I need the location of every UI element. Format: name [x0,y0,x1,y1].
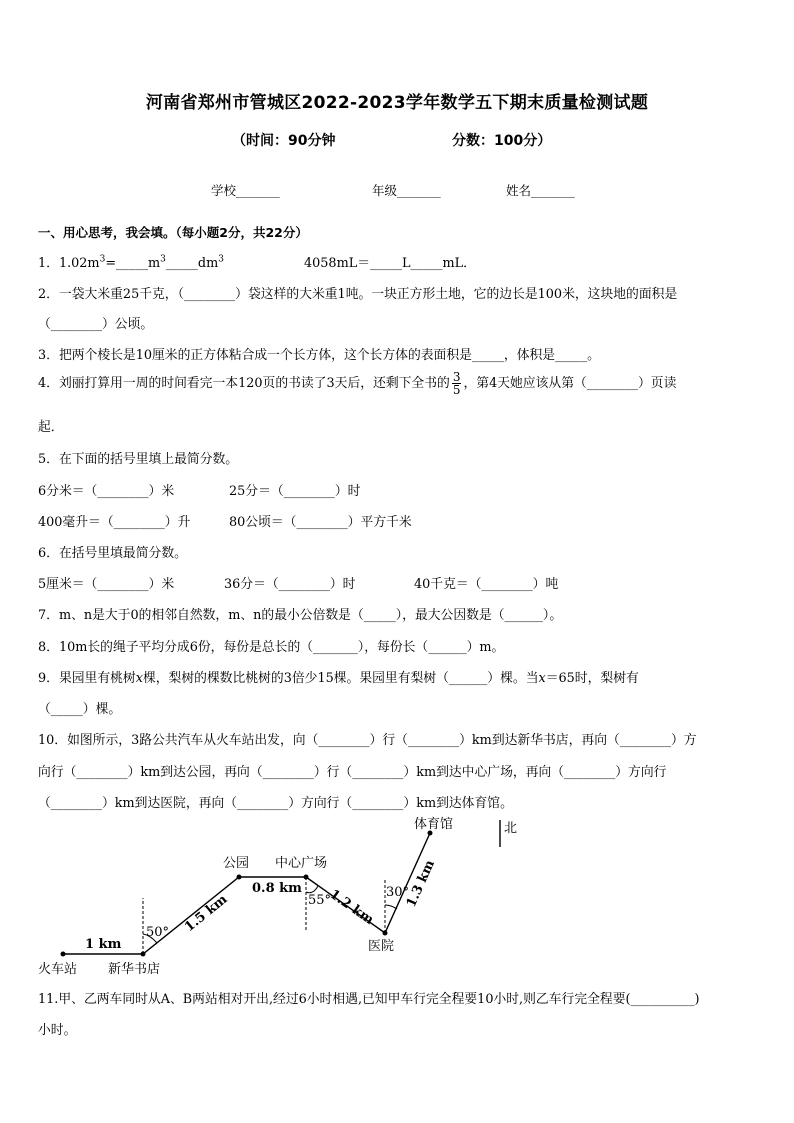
question-4-line1: 4．刘丽打算用一周的时间看完一本120页的书读了3天后，还剩下全书的 $\frac{3}{5}$ ，第4天她应该从第（________）页读 [38,370,677,397]
question-2-line2: （________）公顷。 [38,317,154,332]
label-park: 公园 [223,856,250,871]
question-6c: 40千克＝（________）吨 [414,577,559,592]
question-10-line1: 10．如图所示，3路公共汽车从火车站出发，向（________）行（________）km到达新华书店，再向（________）方 [38,733,697,748]
distance-5: 1.3 km [403,857,438,910]
label-bookstore: 新华书店 [108,962,161,977]
section-heading: 一、用心思考，我会填。（每小题2分，共22分） [38,225,308,240]
angle-1: 50° [146,925,170,940]
question-11-line1: 11.甲、乙两车同时从A、B两站相对开出,经过6小时相遇,已知甲车行完全程要10小时,则乙车行完全程要(__________) [38,992,700,1007]
exam-time: （时间：90分钟 [232,133,336,149]
question-6-stem: 6．在括号里填最简分数。 [38,546,187,561]
question-5d: 80公顷＝（________）平方千米 [229,515,412,530]
question-3: 3．把两个棱长是10厘米的正方体粘合成一个长方体，这个长方体的表面积是_____，体积是_____。 [38,348,600,363]
route-line [63,833,430,954]
distance-4: 1.2 km [326,886,377,928]
question-11-line2: 小时。 [38,1023,77,1038]
page-title: 河南省郑州市管城区2022-2023学年数学五下期末质量检测试题 [145,93,649,113]
distance-2: 1.5 km [182,892,231,936]
route-point [141,952,146,957]
question-9-line1: 9．果园里有桃树x棵，梨树的棵数比桃树的3倍少15棵。果园里有梨树（______）棵。当x＝65时，梨树有 [38,671,639,686]
fraction: $\frac{3}{5}$ [452,370,461,397]
angle-3: 30° [386,885,410,900]
question-7: 7．m、n是大于0的相邻自然数，m、n的最小公倍数是（_____），最大公因数是（______）。 [38,608,563,623]
angle-arc [306,886,318,893]
question-6a: 5厘米＝（________）米 [38,577,175,592]
question-6b: 36分＝（________）时 [224,577,356,592]
distance-3: 0.8 km [252,881,302,896]
distance-1: 1 km [85,937,122,952]
question-10-line3: （________）km到达医院，再向（________）方向行（________）km到达体育馆。 [38,796,513,811]
label-station: 火车站 [38,962,78,977]
question-10-line2: 向行（________）km到达公园，再向（________）行（________）km到达中心广场，再向（________）方向行 [38,765,667,780]
question-1b: 4058mL＝_____L_____mL． [304,256,476,271]
label-hospital: 医院 [368,939,395,954]
question-5c: 400毫升＝（________）升 [38,515,191,530]
grade-field: 年级_______ [372,183,441,198]
question-4-line2: 起． [38,420,64,435]
route-point [304,875,309,880]
name-field: 姓名_______ [506,183,575,198]
question-1a: 1．$1.02m^3=\_\_\_\_\_m^3\_\_\_\_\_dm^3$ [38,254,224,271]
question-2-line1: 2．一袋大米重25千克，（________）袋这样的大米重1吨。一块正方形土地，它的边长是100米，这块地的面积是 [38,287,678,302]
exam-score: 分数：100分） [452,133,552,149]
label-plaza: 中心广场 [275,856,328,871]
question-8: 8．10m长的绳子平均分成6份，每份是总长的（_______），每份长（______）m。 [38,640,505,655]
question-5-stem: 5．在下面的括号里填上最简分数。 [38,452,239,467]
angle-2: 55° [308,893,332,908]
label-stadium: 体育馆 [414,817,454,832]
question-5b: 25分＝（________）时 [229,484,361,499]
route-point [237,875,242,880]
school-field: 学校_______ [211,183,280,198]
angle-arc [385,905,397,909]
question-5a: 6分米＝（________）米 [38,484,175,499]
question-9-line2: （_____）棵。 [38,702,122,717]
route-point [61,952,66,957]
label-north: 北 [504,821,518,836]
route-point [383,931,388,936]
